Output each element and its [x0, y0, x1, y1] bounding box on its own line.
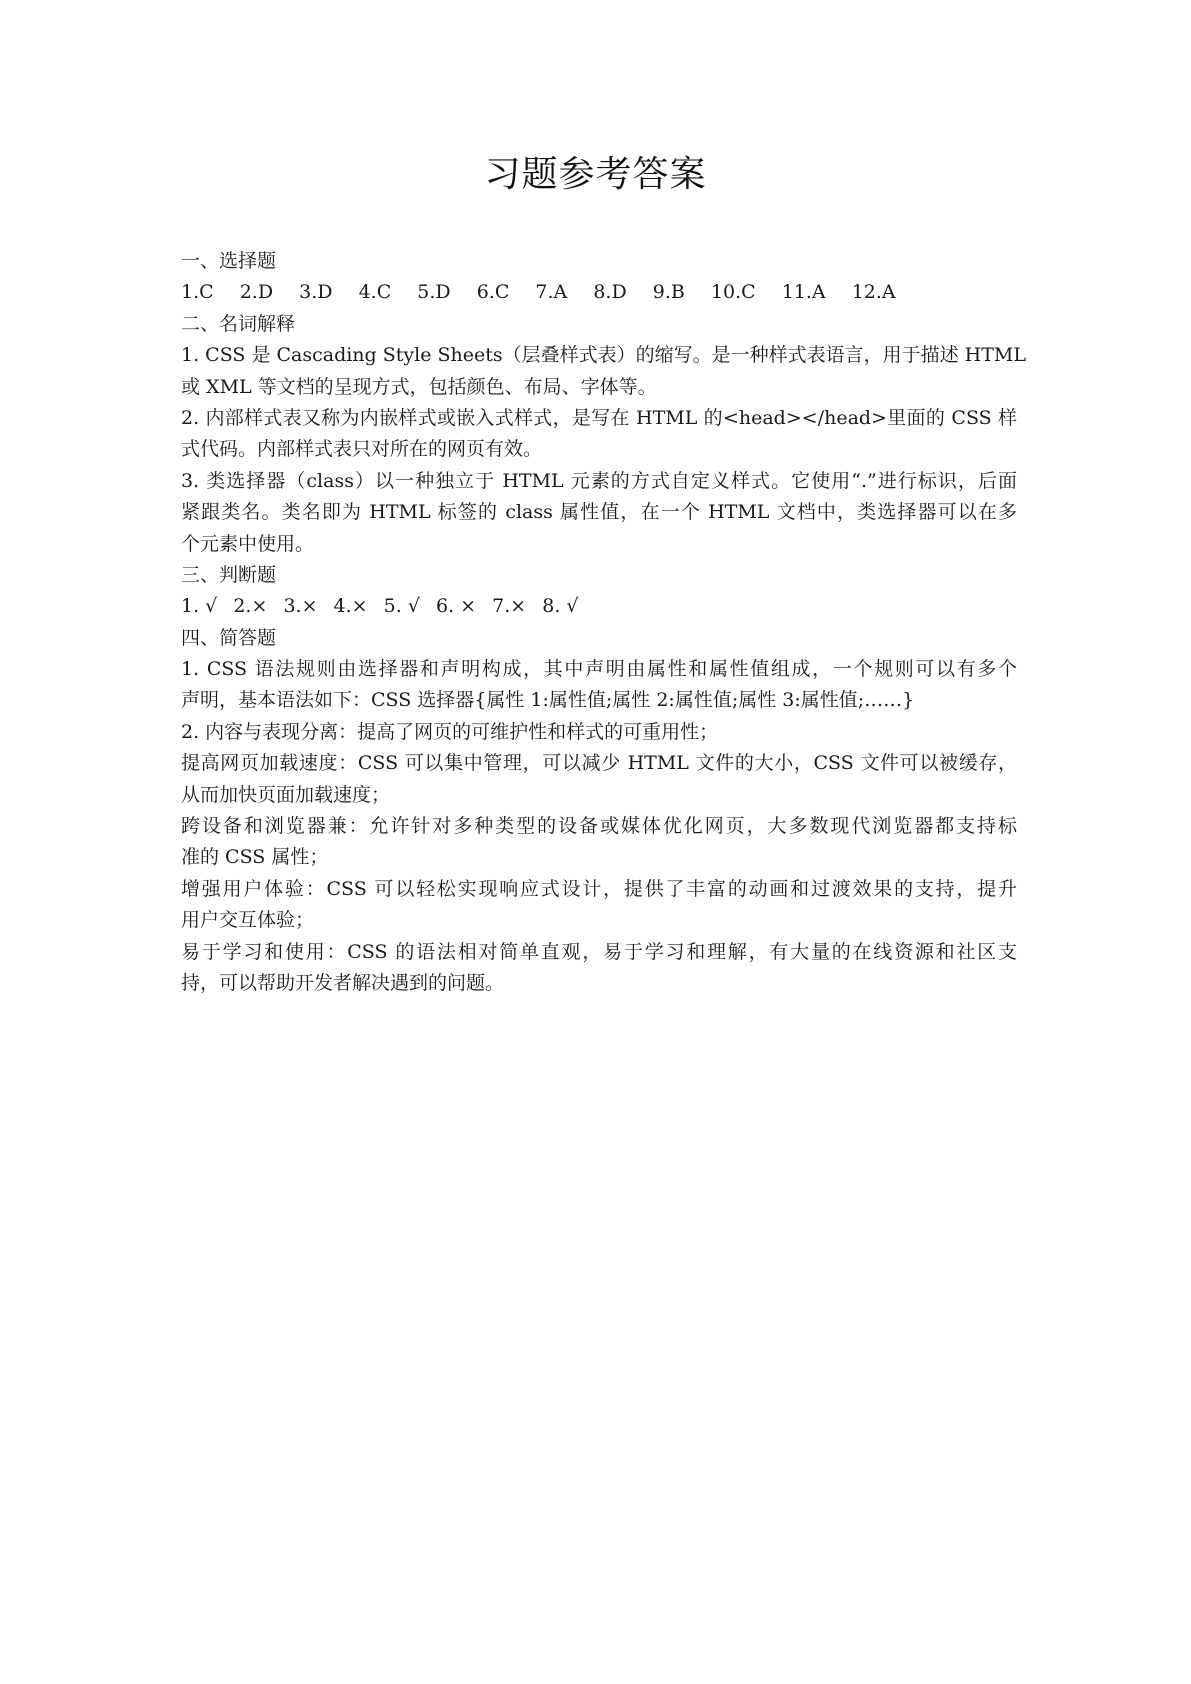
answer-item: 3.D: [299, 281, 333, 304]
text-line: 持，可以帮助开发者解决遇到的问题。: [181, 971, 505, 994]
section-heading-choice: 一、选择题: [181, 250, 277, 272]
answer-item: 1.C: [181, 281, 214, 304]
answer-item: 2.×: [233, 595, 268, 618]
answer-item: 6. ×: [435, 595, 477, 618]
answer-item: 2.D: [239, 281, 274, 304]
answer-item: 7.A: [535, 281, 568, 304]
document-body: [181, 246, 1026, 999]
text-line: 2. 内容与表现分离：提高了网页的可维护性和样式的可重用性；: [181, 720, 719, 743]
choice-answers: [181, 277, 1017, 308]
answer-item: 4.C: [358, 281, 392, 304]
answer-item: 8.D: [593, 281, 627, 304]
text-line: 1. CSS 语法规则由选择器和声明构成，其中声明由属性和属性值组成，一个规则可以有多个: [181, 658, 1017, 681]
section-heading-judge: 三、判断题: [181, 563, 277, 586]
section-heading-short: 四、简答题: [181, 626, 277, 649]
text-line: 3. 类选择器（class）以一种独立于 HTML 元素的方式自定义样式。它使用“.”进行标识，后面: [181, 469, 1017, 492]
answer-item: 5. √: [383, 595, 420, 618]
text-line: 易于学习和使用：CSS 的语法相对简单直观，易于学习和理解，有大量的在线资源和社区支: [181, 940, 1017, 963]
answer-item: 4.×: [333, 595, 368, 618]
text-line: 式代码。内部样式表只对所在的网页有效。: [181, 438, 543, 461]
text-line: 1. CSS 是 Cascading Style Sheets（层叠样式表）的缩写。是一种样式表语言，用于描述 HTML: [181, 344, 1026, 367]
judge-answers: [181, 591, 1017, 622]
text-line: 紧跟类名。类名即为 HTML 标签的 class 属性值，在一个 HTML 文档中，类选择器可以在多: [181, 501, 1017, 524]
text-line: 用户交互体验；: [181, 909, 315, 932]
answer-item: 10.C: [710, 281, 756, 304]
text-line: 跨设备和浏览器兼：允许针对多种类型的设备或媒体优化网页，大多数现代浏览器都支持标: [181, 815, 1017, 838]
answer-item: 1. √: [181, 595, 218, 618]
answer-item: 11.A: [781, 281, 826, 304]
text-line: 提高网页加载速度：CSS 可以集中管理，可以减少 HTML 文件的大小，CSS 文件可以被缓存，: [181, 752, 1017, 775]
text-line: 或 XML 等文档的呈现方式，包括颜色、布局、字体等。: [181, 375, 657, 398]
answer-item: 8. √: [542, 595, 579, 618]
answer-item: 12.A: [851, 281, 896, 304]
text-line: 准的 CSS 属性；: [181, 846, 329, 869]
answer-item: 7.×: [492, 595, 527, 618]
answer-item: 3.×: [283, 595, 318, 618]
answer-item: 5.D: [417, 281, 451, 304]
text-line: 增强用户体验：CSS 可以轻松实现响应式设计，提供了丰富的动画和过渡效果的支持，提升: [181, 877, 1017, 900]
section-heading-terms: 二、名词解释: [181, 312, 296, 335]
answer-item: 6.C: [476, 281, 510, 304]
text-line: 2. 内部样式表又称为内嵌样式或嵌入式样式，是写在 HTML 的<head></head>里面的 CSS 样: [181, 406, 1017, 429]
text-line: 个元素中使用。: [181, 532, 315, 555]
page-title: 习题参考答案: [484, 154, 707, 195]
text-line: 从而加快页面加载速度；: [181, 783, 391, 806]
answer-item: 9.B: [652, 281, 685, 304]
text-line: 声明，基本语法如下：CSS 选择器{属性 1:属性值;属性 2:属性值;属性 3:属性值;……}: [181, 689, 915, 712]
